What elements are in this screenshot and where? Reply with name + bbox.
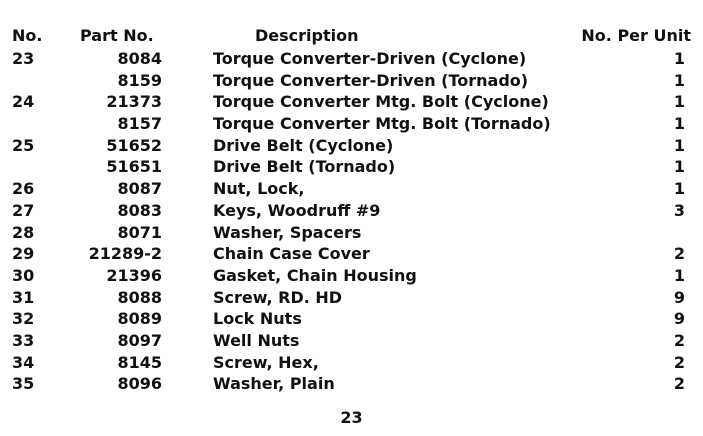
page-number: 23 xyxy=(340,408,363,427)
row-no: 27 xyxy=(12,200,35,220)
header-no-per-unit: No. Per Unit xyxy=(581,26,691,45)
row-description: Lock Nuts xyxy=(213,309,302,329)
table-row xyxy=(0,243,703,265)
row-part-no: 8097 xyxy=(117,330,162,350)
row-part-no: 51652 xyxy=(106,135,162,155)
row-part-no: 8088 xyxy=(117,287,162,307)
row-qty: 2 xyxy=(673,352,685,372)
row-part-no: 8071 xyxy=(117,222,162,242)
row-description: Screw, Hex, xyxy=(213,352,319,372)
table-row xyxy=(0,178,703,200)
row-description: Torque Converter Mtg. Bolt (Cyclone) xyxy=(213,92,549,112)
table-row xyxy=(0,287,703,309)
row-part-no: 21396 xyxy=(106,265,162,285)
row-qty: 9 xyxy=(673,309,685,329)
table-row xyxy=(0,222,703,244)
row-no: 30 xyxy=(12,265,35,285)
row-qty: 9 xyxy=(673,287,685,307)
table-row xyxy=(0,156,703,178)
table-row xyxy=(0,48,703,70)
row-qty: 1 xyxy=(673,49,685,68)
row-description: Drive Belt (Cyclone) xyxy=(213,135,394,155)
table-row xyxy=(0,352,703,374)
row-qty: 1 xyxy=(673,135,685,155)
row-qty: 1 xyxy=(673,92,685,112)
row-description: Washer, Spacers xyxy=(213,222,362,242)
row-description: Drive Belt (Tornado) xyxy=(213,157,396,177)
table-row xyxy=(0,265,703,287)
parts-table-body xyxy=(0,48,703,395)
table-row xyxy=(0,135,703,157)
row-no: 33 xyxy=(12,330,35,350)
row-no: 35 xyxy=(12,374,35,394)
row-description: Gasket, Chain Housing xyxy=(213,265,417,285)
row-no: 23 xyxy=(12,49,35,68)
row-qty: 2 xyxy=(673,330,685,350)
row-part-no: 8089 xyxy=(117,309,162,329)
row-part-no: 8087 xyxy=(117,179,162,199)
row-qty: 1 xyxy=(673,157,685,177)
row-no: 31 xyxy=(12,287,35,307)
row-qty: 1 xyxy=(673,265,685,285)
header-no: No. xyxy=(12,26,43,45)
row-no: 26 xyxy=(12,179,35,199)
row-qty: 2 xyxy=(673,374,685,394)
row-part-no: 8083 xyxy=(117,200,162,220)
row-part-no: 8159 xyxy=(117,70,162,90)
row-qty: 3 xyxy=(673,200,685,220)
row-part-no: 51651 xyxy=(106,157,162,177)
table-row xyxy=(0,91,703,113)
row-description: Nut, Lock, xyxy=(213,179,305,199)
table-row xyxy=(0,373,703,395)
row-part-no: 21373 xyxy=(106,92,162,112)
row-no: 25 xyxy=(12,135,35,155)
table-row xyxy=(0,113,703,135)
row-qty: 1 xyxy=(673,70,685,90)
row-no: 34 xyxy=(12,352,35,372)
row-part-no: 8145 xyxy=(117,352,162,372)
table-row xyxy=(0,200,703,222)
row-description: Well Nuts xyxy=(213,330,300,350)
row-part-no: 8084 xyxy=(117,49,162,68)
row-no: 28 xyxy=(12,222,35,242)
row-description: Chain Case Cover xyxy=(213,244,370,264)
row-no: 29 xyxy=(12,244,35,264)
row-description: Screw, RD. HD xyxy=(213,287,343,307)
row-qty: 1 xyxy=(673,179,685,199)
row-no: 24 xyxy=(12,92,35,112)
table-row xyxy=(0,308,703,330)
row-qty: 2 xyxy=(673,244,685,264)
row-description: Torque Converter-Driven (Tornado) xyxy=(213,70,529,90)
header-description: Description xyxy=(255,26,359,45)
row-description: Keys, Woodruff #9 xyxy=(213,200,381,220)
row-description: Torque Converter Mtg. Bolt (Tornado) xyxy=(213,114,551,134)
header-part-no: Part No. xyxy=(80,26,154,45)
row-description: Torque Converter-Driven (Cyclone) xyxy=(213,49,527,68)
row-description: Washer, Plain xyxy=(213,374,335,394)
table-row xyxy=(0,330,703,352)
row-qty: 1 xyxy=(673,114,685,134)
table-header xyxy=(0,26,703,48)
row-part-no: 8157 xyxy=(117,114,162,134)
row-part-no: 21289-2 xyxy=(88,244,162,264)
table-row xyxy=(0,70,703,92)
row-part-no: 8096 xyxy=(117,374,162,394)
row-no: 32 xyxy=(12,309,35,329)
